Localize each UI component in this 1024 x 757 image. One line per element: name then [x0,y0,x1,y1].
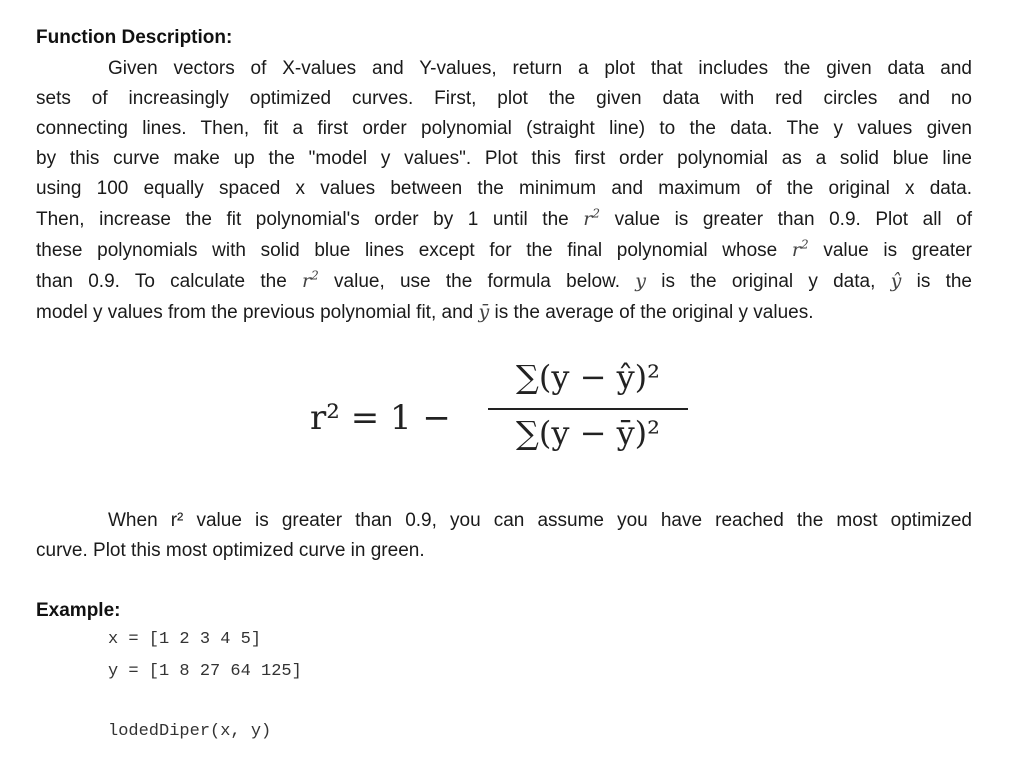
text-segment: value is greater [823,240,972,261]
r-squared-symbol: $r^2$ [302,268,319,292]
paragraph-line: curve. Plot this most optimized curve in green. [36,540,425,561]
paragraph-line: by this curve make up the "model y values". Plot this first order polynomial as a solid blue line [36,148,972,169]
code-line-y: y = [1 8 27 64 125] [108,662,302,681]
r-squared-formula [310,356,730,476]
y-symbol: y [635,270,646,292]
text-segment: value is greater than 0.9. Plot all of [614,209,973,230]
fraction-bar [488,408,688,410]
code-line-x: x = [1 2 3 4 5] [108,630,262,649]
paragraph-line [36,235,972,266]
y-bar-symbol: ȳ [478,301,490,323]
text-segment: is the [916,271,972,292]
paragraph-line: When r² value is greater than 0.9, you can assume you have reached the most optimized [108,510,972,531]
code-line-call: lodedDiper(x, y) [108,722,272,741]
text-segment: these polynomials with solid blue lines except for the final polynomial whose [36,240,778,261]
text-segment: model y values from the previous polynomial fit, and [36,302,474,323]
text-segment: value, use the formula below. [334,271,620,292]
text-segment: Then, increase the fit polynomial's order by 1 until the [36,209,569,230]
example-heading: Example: [36,600,121,621]
r-squared-symbol: $r^2$ [583,206,601,230]
formula-numerator: ∑(y − ŷ)² [516,358,660,396]
paragraph-line [36,204,972,235]
text-segment: is the average of the original y values. [494,302,814,323]
text-segment: than 0.9. To calculate the [36,271,287,292]
formula-denominator: ∑(y − ȳ)² [516,414,660,452]
y-hat-symbol: ŷ [890,270,902,292]
paragraph-line [36,297,972,328]
paragraph-line: sets of increasingly optimized curves. First, plot the given data with red circles and no [36,88,972,109]
description-paragraph [36,54,972,328]
text-segment: is the original y data, [661,271,876,292]
paragraph-line: connecting lines. Then, fit a first order polynomial (straight line) to the data. The y values given [36,118,972,139]
optimized-curve-paragraph [36,506,972,566]
formula-lhs: r² = 1 − [310,398,451,438]
paragraph-line: Given vectors of X-values and Y-values, return a plot that includes the given data and [108,58,972,79]
r-squared-symbol: $r^2$ [791,237,809,261]
paragraph-line: using 100 equally spaced x values between the minimum and maximum of the original x data. [36,178,972,199]
function-description-heading: Function Description: [36,27,233,48]
formula-fraction [488,358,688,460]
paragraph-line [36,266,972,297]
